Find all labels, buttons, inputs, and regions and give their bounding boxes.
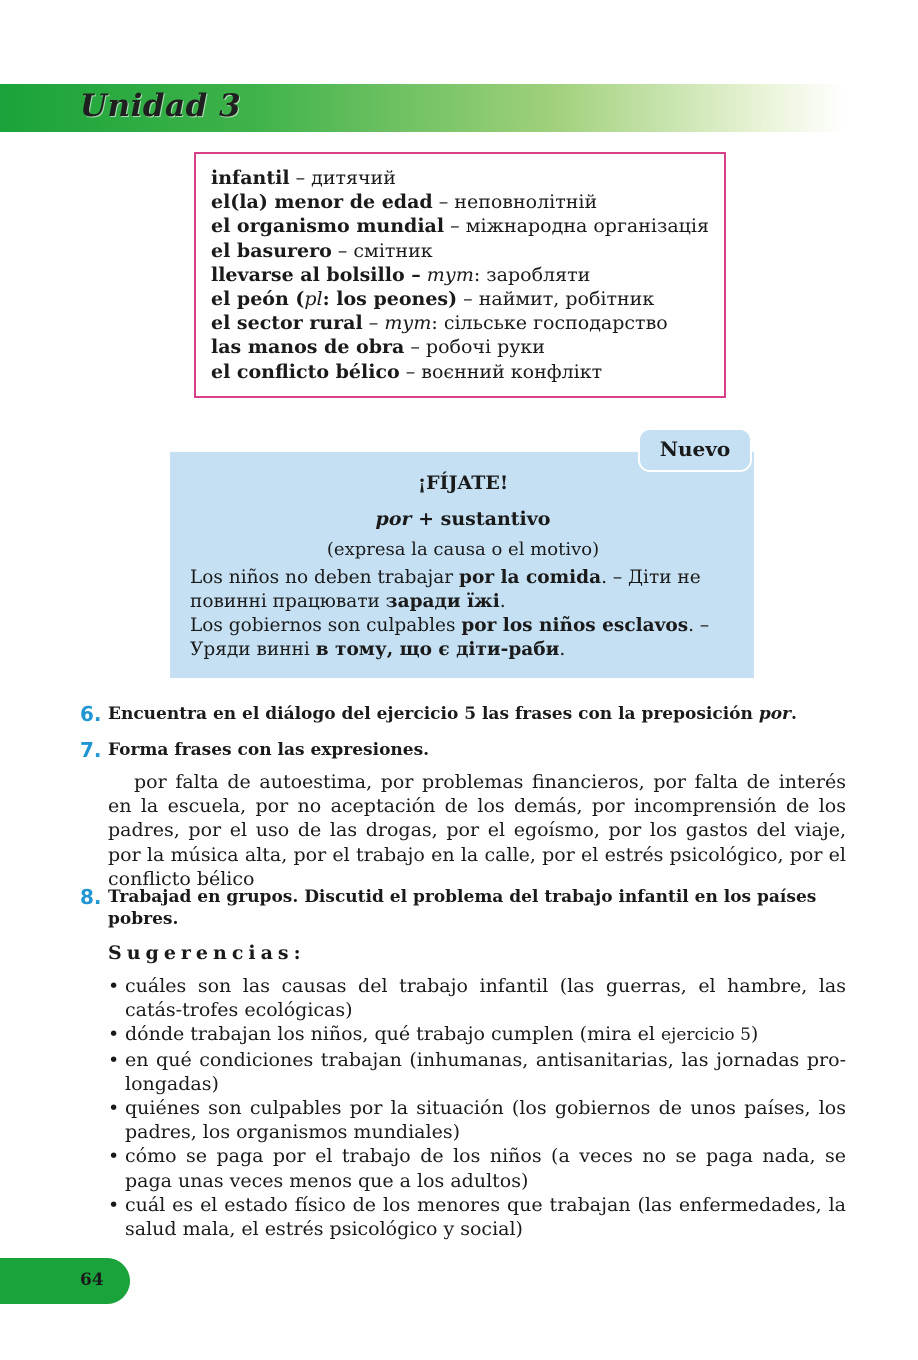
- vocab-item: el conflicto bélico – воєнний конфлікт: [211, 360, 603, 383]
- fijate-box: [170, 452, 754, 678]
- fijate-note: (expresa la causa o el motivo): [326, 539, 600, 560]
- vocab-item: el basurero – смітник: [211, 239, 433, 262]
- fijate-formula: por + sustantivo: [375, 508, 551, 530]
- vocab-item: el(la) menor de edad – неповнолітній: [211, 191, 598, 214]
- exercise-number: 7.: [80, 738, 102, 762]
- page-number-tab: [0, 1258, 130, 1304]
- exercise-7: [80, 739, 846, 761]
- vocab-item: el peón (pl: los peones) – наймит, робітник: [211, 288, 655, 311]
- exercise-instruction: Trabajad en grupos. Discutid el problema del trabajo infantil en los países pobres.: [108, 887, 817, 929]
- exercise-number: 8.: [80, 885, 102, 909]
- exercise-8: [80, 886, 846, 930]
- fijate-example-1: Los niños no deben trabajar por la comida. – Діти не повинні працювати заради їжі.: [190, 567, 701, 612]
- exercise-instruction: Encuentra en el diálogo del ejercicio 5 las frases con la preposición por.: [108, 704, 797, 724]
- list-item: • cómo se paga por el trabajo de los niños (a veces no se paga nada, se paga unas veces menos que a los adultos): [108, 1145, 846, 1192]
- vocab-item: infantil – дитячий: [211, 167, 396, 189]
- exercise-6: [80, 703, 846, 725]
- vocab-item: las manos de obra – робочі руки: [211, 336, 545, 359]
- list-item: • dónde trabajan los niños, qué trabajo cumplen (mira el ejercicio 5): [108, 1023, 759, 1046]
- sugerencias-title: Sugerencias:: [108, 942, 306, 964]
- vocab-item: llevarse al bolsillo – тут: заробляти: [211, 263, 591, 286]
- exercise-number: 6.: [80, 702, 102, 726]
- page-number: 64: [80, 1270, 104, 1290]
- expressions-paragraph: por falta de autoestima, por problemas financieros, por falta de interés en la escuela, por no aceptación de los demás, por incomprensión de los padres, por el uso de las drogas, por el egoísmo, por los gastos del viaje, por la música alta, por el trabajo en la calle, por el estrés psicológico, por el conflicto bélico: [108, 771, 846, 890]
- list-item: • quiénes son culpables por la situación (los gobiernos de unos países, los padres, los organismos mundiales): [108, 1097, 846, 1144]
- list-item: • cuáles son las causas del trabajo infantil (las guerras, el hambre, las catás-trofes ecológicas): [108, 975, 846, 1022]
- nuevo-tab: Nuevo: [638, 428, 752, 472]
- unit-title: Unidad 3: [80, 88, 242, 124]
- exercise-instruction: Forma frases con las expresiones.: [108, 740, 430, 760]
- vocab-item: el sector rural – тут: сільське господарство: [211, 312, 668, 335]
- fijate-title: ¡FÍJATE!: [417, 472, 509, 494]
- sugerencias-list: [108, 974, 846, 1241]
- list-item: • en qué condiciones trabajan (inhumanas, antisanitarias, las jornadas pro-longadas): [108, 1048, 846, 1095]
- list-item: • cuál es el estado físico de los menores que trabajan (las enfermedades, la salud mala, el estrés psicológico y social): [108, 1193, 846, 1241]
- fijate-example-2: Los gobiernos son culpables por los niños esclavos. – Уряди винні в тому, що є діти-раби.: [190, 615, 710, 660]
- vocab-item: el organismo mundial – міжнародна організація: [211, 215, 709, 238]
- vocabulary-box: [194, 152, 726, 398]
